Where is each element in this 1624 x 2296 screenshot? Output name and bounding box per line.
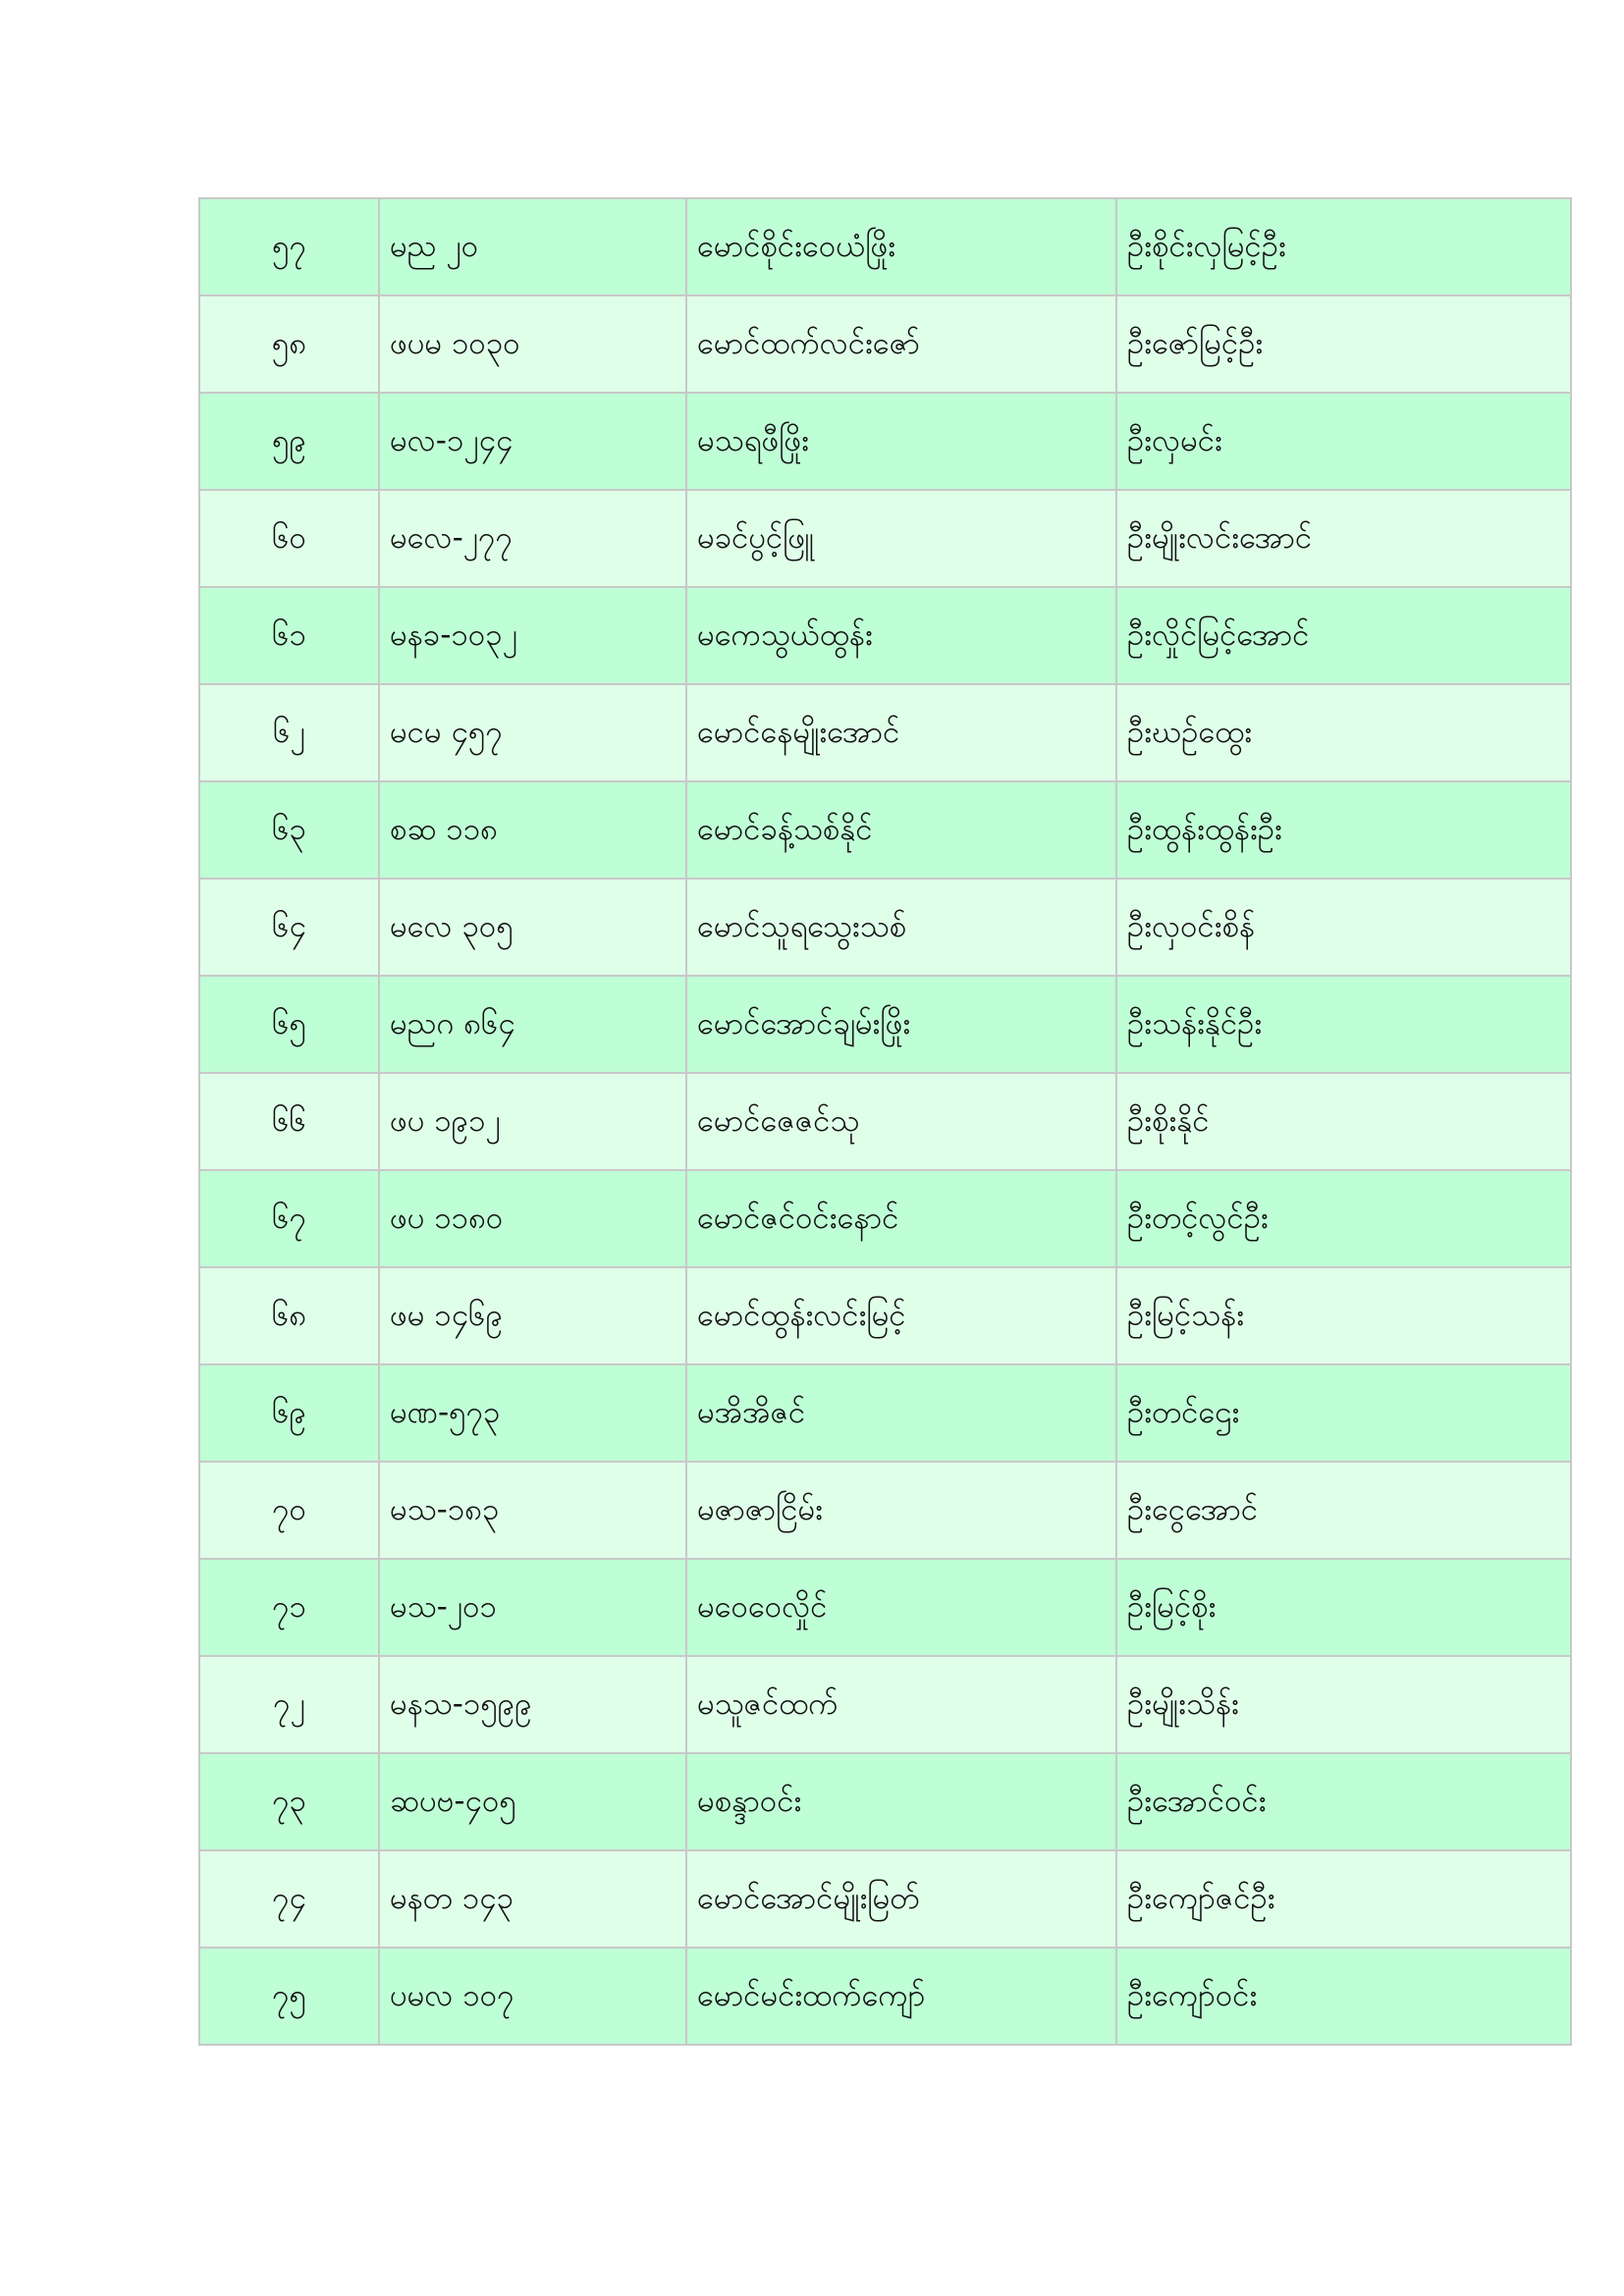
serial-number-cell: ၅၉ xyxy=(199,393,379,490)
father-name-cell: ဦးမျိုးသိန်း xyxy=(1116,1656,1571,1753)
student-name-cell: မောင်စိုင်းဝေယံဖြိုး xyxy=(686,198,1116,295)
table-row xyxy=(199,198,1571,295)
father-name-cell: ဦးစိုင်းလှမြင့်ဦး xyxy=(1116,198,1571,295)
serial-number-cell: ၇၁ xyxy=(199,1559,379,1656)
id-number-cell: မငမ ၄၅၇ xyxy=(379,684,686,781)
table-row xyxy=(199,781,1571,879)
id-number-cell: ဖမ ၁၄၆၉ xyxy=(379,1267,686,1364)
id-number-cell: ဖပ ၁၁၈၀ xyxy=(379,1170,686,1267)
table-row xyxy=(199,1948,1571,2045)
student-name-cell: မောင်သူရသွေးသစ် xyxy=(686,879,1116,976)
father-name-cell: ဦးငွေအောင် xyxy=(1116,1462,1571,1559)
id-number-cell: မသ-၁၈၃ xyxy=(379,1462,686,1559)
id-number-cell: ပမလ ၁၀၇ xyxy=(379,1948,686,2045)
student-name-cell: မအိအိဇင် xyxy=(686,1364,1116,1462)
id-number-cell: မညဂ ၈၆၄ xyxy=(379,976,686,1073)
table-row xyxy=(199,1559,1571,1656)
table-row xyxy=(199,295,1571,393)
student-name-cell: မောင်ဇေဇင်သု xyxy=(686,1073,1116,1170)
father-name-cell: ဦးကျော်ဇင်ဦး xyxy=(1116,1850,1571,1948)
serial-number-cell: ၆၁ xyxy=(199,587,379,684)
student-name-cell: မဇာဇာငြိမ်း xyxy=(686,1462,1116,1559)
student-name-cell: မကေသွယ်ထွန်း xyxy=(686,587,1116,684)
student-name-cell: မောင်ခန့်သစ်နိုင် xyxy=(686,781,1116,879)
table-row xyxy=(199,393,1571,490)
father-name-cell: ဦးလှမင်း xyxy=(1116,393,1571,490)
table-row xyxy=(199,1073,1571,1170)
father-name-cell: ဦးထွန်းထွန်းဦး xyxy=(1116,781,1571,879)
student-name-cell: မောင်နေမျိုးအောင် xyxy=(686,684,1116,781)
student-name-cell: မသူဇင်ထက် xyxy=(686,1656,1116,1753)
father-name-cell: ဦးအောင်ဝင်း xyxy=(1116,1753,1571,1850)
table-row xyxy=(199,1850,1571,1948)
id-number-cell: မနခ-၁၀၃၂ xyxy=(379,587,686,684)
serial-number-cell: ၆၉ xyxy=(199,1364,379,1462)
table-row xyxy=(199,1267,1571,1364)
serial-number-cell: ၆၆ xyxy=(199,1073,379,1170)
student-name-cell: မောင်ထွန်းလင်းမြင့် xyxy=(686,1267,1116,1364)
id-number-cell: မလ-၁၂၄၄ xyxy=(379,393,686,490)
student-name-cell: မခင်ပွင့်ဖြူ xyxy=(686,490,1116,587)
table-row xyxy=(199,1656,1571,1753)
table-row xyxy=(199,684,1571,781)
student-name-cell: မစန္ဒာဝင်း xyxy=(686,1753,1116,1850)
id-number-cell: မနတ ၁၄၃ xyxy=(379,1850,686,1948)
father-name-cell: ဦးမြင့်စိုး xyxy=(1116,1559,1571,1656)
serial-number-cell: ၇၅ xyxy=(199,1948,379,2045)
student-name-cell: မောင်အောင်မျိုးမြတ် xyxy=(686,1850,1116,1948)
serial-number-cell: ၇၃ xyxy=(199,1753,379,1850)
serial-number-cell: ၅၈ xyxy=(199,295,379,393)
student-name-cell: မောင်ဇင်ဝင်းနောင် xyxy=(686,1170,1116,1267)
id-number-cell: ဆပဗ-၄၀၅ xyxy=(379,1753,686,1850)
student-name-cell: မောင်မင်းထက်ကျော် xyxy=(686,1948,1116,2045)
student-name-cell: မသရဖီဖြိုး xyxy=(686,393,1116,490)
father-name-cell: ဦးသန်းနိုင်ဦး xyxy=(1116,976,1571,1073)
id-number-cell: ဖပ ၁၉၁၂ xyxy=(379,1073,686,1170)
table-row xyxy=(199,1462,1571,1559)
table-row xyxy=(199,1753,1571,1850)
serial-number-cell: ၆၈ xyxy=(199,1267,379,1364)
id-number-cell: မလေ-၂၇၇ xyxy=(379,490,686,587)
father-name-cell: ဦးတင်ဌေး xyxy=(1116,1364,1571,1462)
table-row xyxy=(199,490,1571,587)
table-row xyxy=(199,1170,1571,1267)
student-name-cell: မောင်ထက်လင်းဇော် xyxy=(686,295,1116,393)
table-row xyxy=(199,879,1571,976)
father-name-cell: ဦးမျိုးလင်းအောင် xyxy=(1116,490,1571,587)
serial-number-cell: ၆၀ xyxy=(199,490,379,587)
student-name-cell: မောင်အောင်ချမ်းဖြိုး xyxy=(686,976,1116,1073)
table-row xyxy=(199,587,1571,684)
father-name-cell: ဦးတင့်လွင်ဦး xyxy=(1116,1170,1571,1267)
serial-number-cell: ၆၃ xyxy=(199,781,379,879)
id-number-cell: မသ-၂၀၁ xyxy=(379,1559,686,1656)
father-name-cell: ဦးလှိုင်မြင့်အောင် xyxy=(1116,587,1571,684)
id-number-cell: စဆ ၁၁၈ xyxy=(379,781,686,879)
serial-number-cell: ၇၂ xyxy=(199,1656,379,1753)
serial-number-cell: ၇၄ xyxy=(199,1850,379,1948)
serial-number-cell: ၅၇ xyxy=(199,198,379,295)
father-name-cell: ဦးဃဉ်ထွေး xyxy=(1116,684,1571,781)
roster-table xyxy=(198,197,1572,2046)
father-name-cell: ဦးကျော်ဝင်း xyxy=(1116,1948,1571,2045)
father-name-cell: ဦးစိုးနိုင် xyxy=(1116,1073,1571,1170)
serial-number-cell: ၇၀ xyxy=(199,1462,379,1559)
father-name-cell: ဦးလှဝင်းစိန် xyxy=(1116,879,1571,976)
id-number-cell: မဏ-၅၇၃ xyxy=(379,1364,686,1462)
serial-number-cell: ၆၄ xyxy=(199,879,379,976)
id-number-cell: မလေ ၃၀၅ xyxy=(379,879,686,976)
father-name-cell: ဦးမြင့်သန်း xyxy=(1116,1267,1571,1364)
roster-table-body xyxy=(199,198,1571,2045)
student-name-cell: မဝေဝေလှိုင် xyxy=(686,1559,1116,1656)
id-number-cell: ဖပမ ၁၀၃၀ xyxy=(379,295,686,393)
table-row xyxy=(199,976,1571,1073)
serial-number-cell: ၆၇ xyxy=(199,1170,379,1267)
id-number-cell: မနသ-၁၅၉၉ xyxy=(379,1656,686,1753)
father-name-cell: ဦးဇော်မြင့်ဦး xyxy=(1116,295,1571,393)
table-row xyxy=(199,1364,1571,1462)
serial-number-cell: ၆၅ xyxy=(199,976,379,1073)
id-number-cell: မည ၂၀ xyxy=(379,198,686,295)
serial-number-cell: ၆၂ xyxy=(199,684,379,781)
